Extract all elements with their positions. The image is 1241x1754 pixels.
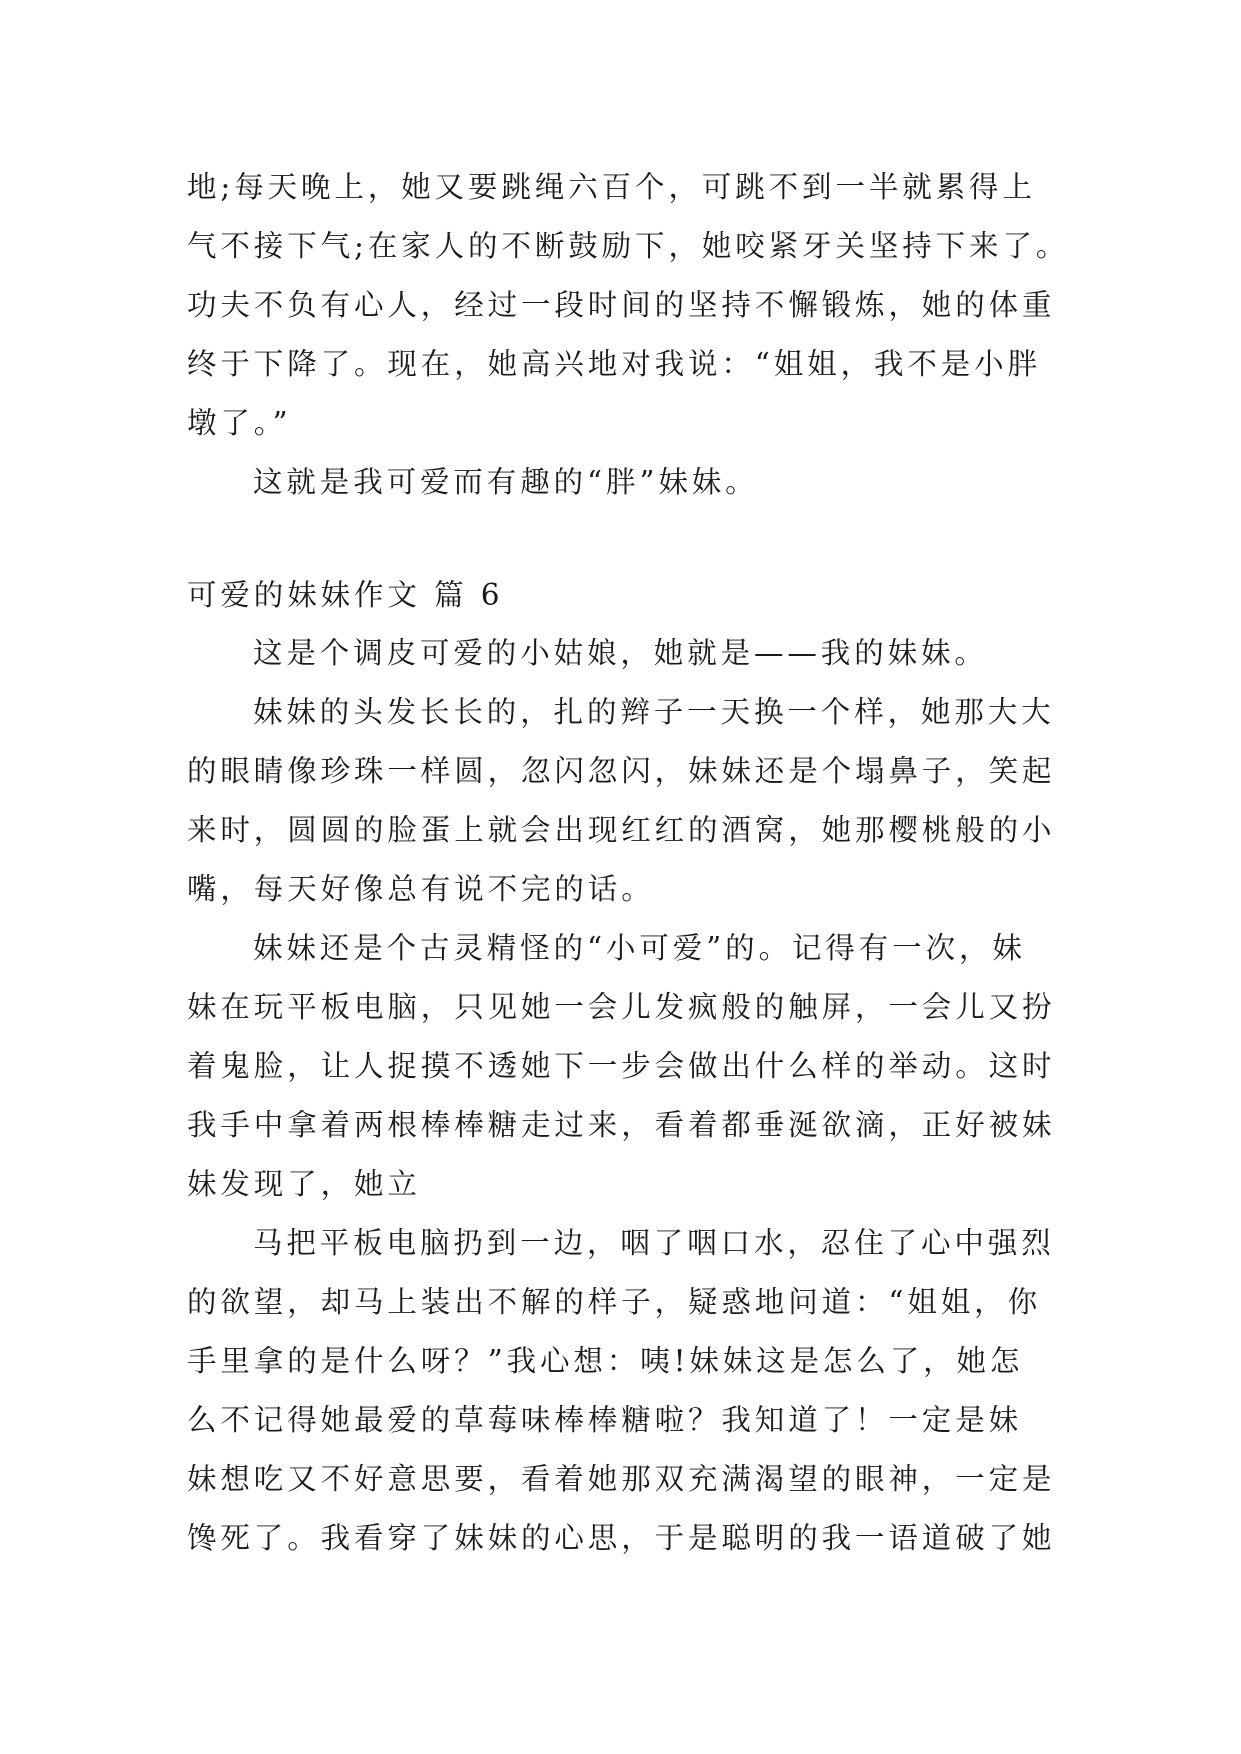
paragraph-line: 这就是我可爱而有趣的“胖”妹妹。	[253, 465, 759, 499]
text-line: 气不接下气;在家人的不断鼓励下，她咬紧牙关坚持下来了。	[187, 229, 1070, 263]
text-line: 么不记得她最爱的草莓味棒棒糖啦？我知道了！一定是妹	[187, 1403, 1023, 1437]
text-line: 来时，圆圆的脸蛋上就会出现红红的酒窝，她那樱桃般的小	[187, 813, 1056, 847]
text-line: 手里拿的是什么呀？”我心想：咦!妹妹这是怎么了，她怎	[187, 1344, 1024, 1378]
text-line: 的欲望，却马上装出不解的样子，疑惑地问道：“姐姐，你	[187, 1285, 1041, 1319]
text-line: 地;每天晚上，她又要跳绳六百个，可跳不到一半就累得上	[187, 170, 1036, 204]
text-line: 妹在玩平板电脑，只见她一会儿发疯般的触屏，一会儿又扮	[187, 990, 1056, 1024]
text-line: 墩了。”	[187, 406, 292, 440]
text-line: 终于下降了。现在，她高兴地对我说：“姐姐，我不是小胖	[187, 347, 1041, 381]
text-line: 嘴，每天好像总有说不完的话。	[187, 872, 655, 906]
text-line: 我手中拿着两根棒棒糖走过来，看着都垂涎欲滴，正好被妹	[187, 1108, 1056, 1142]
paragraph-line: 妹妹还是个古灵精怪的“小可爱”的。记得有一次，妹	[253, 931, 1026, 965]
paragraph-line: 这是个调皮可爱的小姑娘，她就是——我的妹妹。	[253, 636, 988, 670]
text-line: 馋死了。我看穿了妹妹的心思，于是聪明的我一语道破了她	[187, 1521, 1056, 1555]
paragraph-line: 马把平板电脑扔到一边，咽了咽口水，忍住了心中强烈	[253, 1226, 1055, 1260]
paragraph-line: 妹妹的头发长长的，扎的辫子一天换一个样，她那大大	[253, 695, 1055, 729]
text-line: 的眼睛像珍珠一样圆，忽闪忽闪，妹妹还是个塌鼻子，笑起	[187, 754, 1056, 788]
text-line: 功夫不负有心人，经过一段时间的坚持不懈锻炼，她的体重	[187, 288, 1056, 322]
section-heading: 可爱的妹妹作文 篇 6	[187, 578, 504, 612]
text-line: 着鬼脸，让人捉摸不透她下一步会做出什么样的举动。这时	[187, 1049, 1056, 1083]
text-line: 妹发现了，她立	[187, 1167, 421, 1201]
text-line: 妹想吃又不好意思要，看着她那双充满渴望的眼神，一定是	[187, 1462, 1056, 1496]
